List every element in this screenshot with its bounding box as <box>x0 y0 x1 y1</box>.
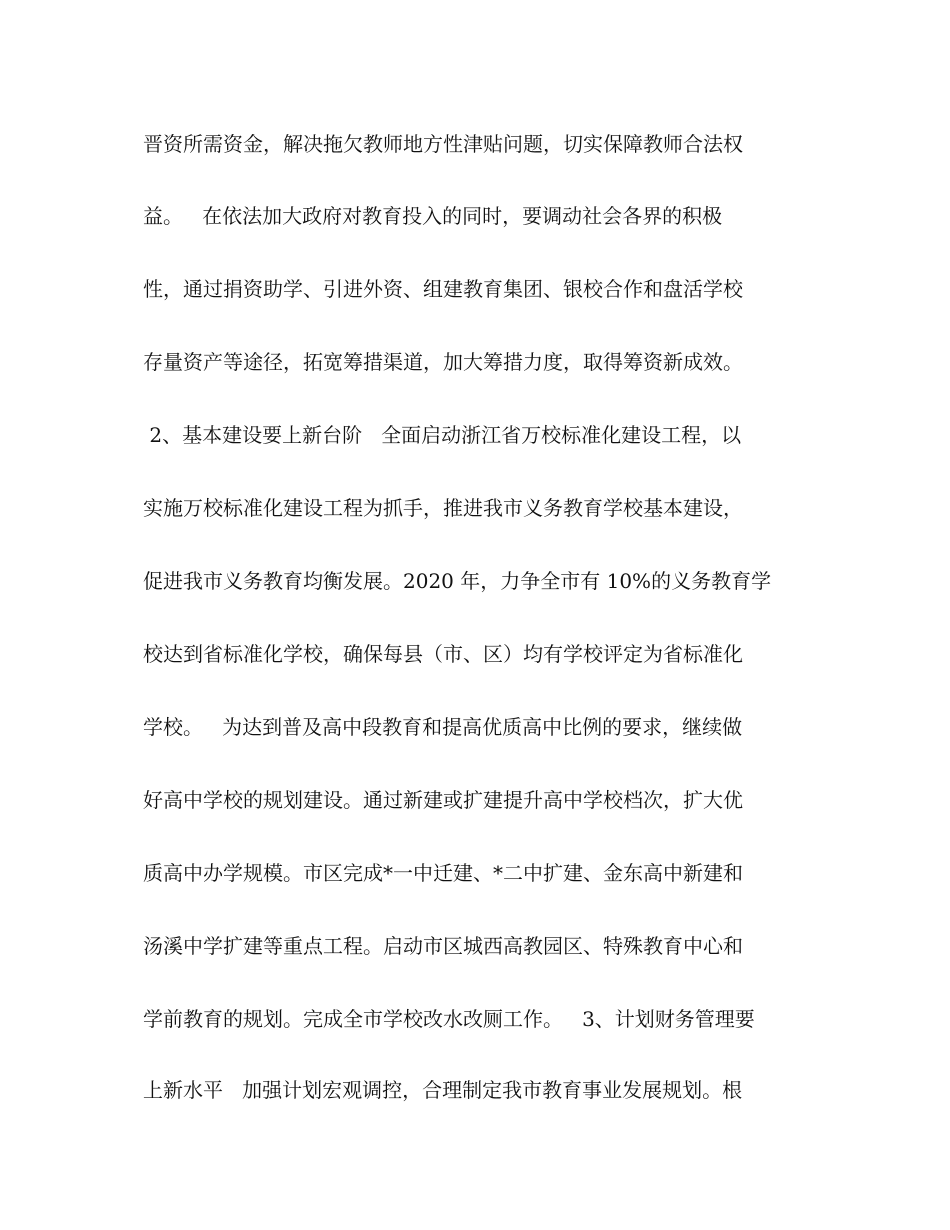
text-line: 上新水平 加强计划宏观调控，合理制定我市教育事业发展规划。根 <box>143 1078 743 1102</box>
text-line: 2、基本建设要上新台阶 全面启动浙江省万校标准化建设工程，以 <box>143 423 742 447</box>
text-line: 实施万校标准化建设工程为抓手，推进我市义务教育学校基本建设， <box>143 496 743 520</box>
text-line: 质高中办学规模。市区完成*一中迁建、*二中扩建、金东高中新建和 <box>143 861 743 885</box>
text-line: 校达到省标准化学校，确保每县（市、区）均有学校评定为省标准化 <box>143 642 743 666</box>
text-line: 学前教育的规划。完成全市学校改水改厕工作。 3、计划财务管理要 <box>143 1007 755 1031</box>
text-line: 存量资产等途径，拓宽筹措渠道，加大筹措力度，取得筹资新成效。 <box>143 350 743 374</box>
text-line: 性，通过捐资助学、引进外资、组建教育集团、银校合作和盘活学校 <box>143 277 743 301</box>
text-line: 汤溪中学扩建等重点工程。启动市区城西高教园区、特殊教育中心和 <box>143 934 743 958</box>
text-line: 学校。 为达到普及高中段教育和提高优质高中比例的要求，继续做 <box>143 715 743 739</box>
text-line: 好高中学校的规划建设。通过新建或扩建提升高中学校档次，扩大优 <box>143 788 743 812</box>
text-line: 晋资所需资金，解决拖欠教师地方性津贴问题，切实保障教师合法权 <box>143 132 743 156</box>
text-line: 促进我市义务教育均衡发展。2020 年，力争全市有 10%的义务教育学 <box>143 569 772 593</box>
text-line: 益。 在依法加大政府对教育投入的同时，要调动社会各界的积极 <box>143 204 723 228</box>
